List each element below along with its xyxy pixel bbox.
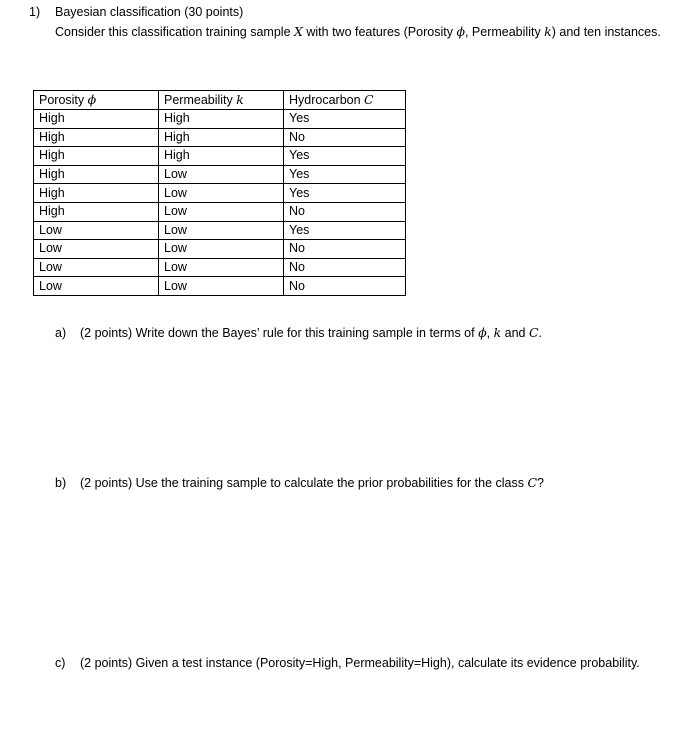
part-b-text: (2 points) Use the training sample to calculate the prior probabilities for the class C? — [80, 475, 544, 490]
intro-text: Consider this classification training sample — [55, 25, 294, 39]
cell-hydrocarbon: No — [284, 240, 406, 259]
table-row — [34, 184, 406, 203]
cell-porosity: Low — [34, 277, 159, 296]
part-a-label: a) — [55, 326, 67, 340]
cell-hydrocarbon: Yes — [284, 184, 406, 203]
cell-permeability: High — [159, 128, 284, 147]
part-a-text: (2 points) Write down the Bayes’ rule for this training sample in terms of ϕ, k and C. — [80, 325, 543, 340]
question-intro — [55, 22, 665, 42]
cell-porosity: High — [34, 128, 159, 147]
cell-hydrocarbon: Yes — [284, 147, 406, 166]
training-sample-table — [33, 90, 406, 296]
part-c-text: (2 points) Given a test instance (Porosity=High, Permeability=High), calculate its evidence probability. — [80, 656, 640, 670]
header-hydrocarbon: Hydrocarbon C — [284, 91, 406, 110]
cell-porosity: High — [34, 165, 159, 184]
cell-permeability: Low — [159, 202, 284, 221]
cell-porosity: Low — [34, 240, 159, 259]
question-title: Bayesian classification (30 points) — [55, 5, 244, 19]
cell-porosity: Low — [34, 221, 159, 240]
cell-hydrocarbon: Yes — [284, 110, 406, 129]
table-row — [34, 240, 406, 259]
cell-hydrocarbon: No — [284, 277, 406, 296]
symbol-c: C — [527, 475, 538, 490]
cell-permeability: High — [159, 147, 284, 166]
cell-permeability: Low — [159, 258, 284, 277]
symbol-x: X — [294, 24, 303, 39]
symbol-k: k — [544, 24, 552, 39]
cell-porosity: High — [34, 147, 159, 166]
table-row — [34, 165, 406, 184]
part-b — [55, 473, 655, 493]
table-row — [34, 202, 406, 221]
part-c-label: c) — [55, 656, 66, 670]
symbol-k: k — [493, 325, 502, 340]
table-row — [34, 258, 406, 277]
symbol-phi: ϕ — [478, 325, 487, 340]
table-row — [34, 147, 406, 166]
cell-porosity: High — [34, 110, 159, 129]
table-header-row — [34, 91, 406, 110]
symbol-phi: ϕ — [456, 24, 465, 39]
cell-hydrocarbon: No — [284, 258, 406, 277]
cell-permeability: High — [159, 110, 284, 129]
symbol-c: C — [528, 325, 539, 340]
cell-permeability: Low — [159, 165, 284, 184]
cell-hydrocarbon: No — [284, 202, 406, 221]
intro-text: with two features (Porosity — [302, 25, 457, 39]
part-c — [55, 653, 655, 673]
intro-text: , Permeability — [464, 25, 545, 39]
question-heading — [29, 3, 669, 22]
table-row — [34, 221, 406, 240]
cell-porosity: High — [34, 202, 159, 221]
cell-hydrocarbon: Yes — [284, 221, 406, 240]
cell-permeability: Low — [159, 184, 284, 203]
cell-hydrocarbon: Yes — [284, 165, 406, 184]
table-row — [34, 110, 406, 129]
cell-permeability: Low — [159, 240, 284, 259]
part-a — [55, 323, 655, 343]
header-porosity: Porosity ϕ — [34, 91, 159, 110]
intro-text: ) and ten instances. — [551, 25, 661, 39]
question-number: 1) — [29, 5, 41, 19]
cell-permeability: Low — [159, 221, 284, 240]
cell-hydrocarbon: No — [284, 128, 406, 147]
table-row — [34, 128, 406, 147]
cell-porosity: Low — [34, 258, 159, 277]
part-b-label: b) — [55, 476, 67, 490]
header-permeability: Permeability k — [159, 91, 284, 110]
cell-permeability: Low — [159, 277, 284, 296]
table-row — [34, 277, 406, 296]
cell-porosity: High — [34, 184, 159, 203]
